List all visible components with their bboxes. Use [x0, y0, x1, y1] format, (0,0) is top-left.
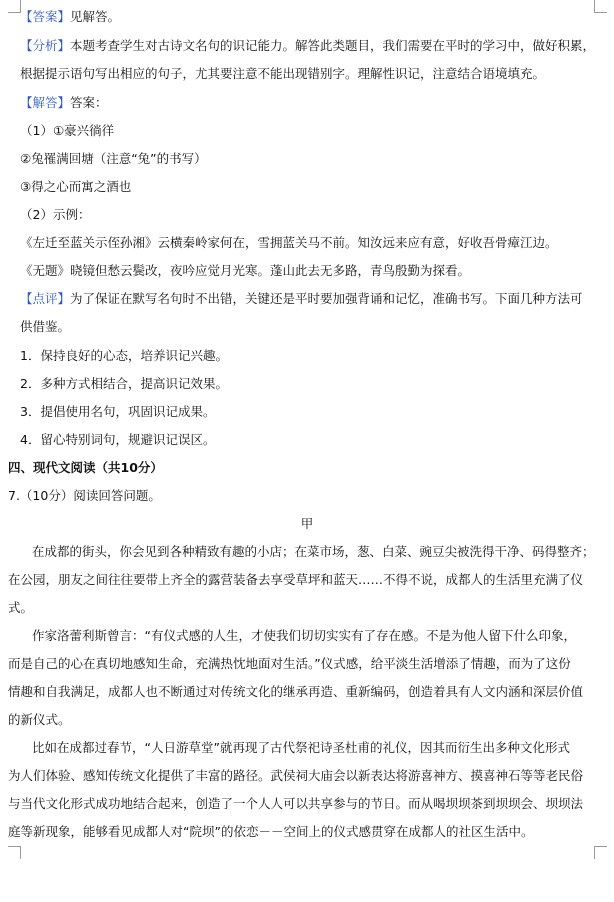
crop-mark-bottom-left: [8, 846, 21, 859]
paragraph-3-line-3: 与当代文化形式成功地结合起来，创造了一个人人可以共享参与的节日。而从喝坝坝茶到坝坝会、坝坝法: [8, 796, 584, 811]
analysis-tag: 【分析】: [20, 38, 71, 53]
answer-line: [20, 9, 595, 25]
comment-text-1: 为了保证在默写名句时不出错，关键还是平时要加强背诵和记忆，准确书写。下面几种方法可: [70, 291, 583, 306]
analysis-text-1: 本题考查学生对古诗文名句的识记能力。解答此类题目，我们需要在平时的学习中，做好积累，: [70, 38, 595, 53]
solution-line: [20, 95, 595, 111]
question-7: 7.（10分）阅读回答问题。: [8, 488, 161, 503]
answer-text: 见解答。: [70, 9, 121, 24]
comment-line-1: [20, 291, 595, 307]
passage-title: 甲: [300, 516, 314, 531]
analysis-line-1: [20, 38, 595, 54]
analysis-line-2: 根据提示语句写出相应的句子，尤其要注意不能出现错别字。理解性识记，注意结合语境填充。: [20, 66, 546, 81]
tip-item-2: 2．多种方式相结合，提高识记效果。: [20, 376, 228, 391]
paragraph-3-line-4: 庭等新现象，能够看见成都人对“院坝”的依恋－－空间上的仪式感贯穿在成都人的社区生活中。: [8, 824, 534, 839]
tip-item-4: 4．留心特别词句，规避识记误区。: [20, 432, 216, 447]
q1-answer-c: ③得之心而寓之酒也: [20, 179, 132, 194]
paragraph-2-line-4: 的新仪式。: [8, 712, 71, 727]
crop-mark-bottom-right: [594, 846, 607, 859]
q2-example-2: 《无题》晓镜但愁云鬓改，夜吟应觉月光寒。蓬山此去无多路，青鸟殷勤为探看。: [20, 263, 471, 278]
q1-answer-b: ②兔罹满回塘（注意“兔”的书写）: [20, 151, 207, 166]
comment-line-2: 供借鉴。: [20, 319, 71, 334]
tip-item-3: 3．提倡使用名句，巩固识记成果。: [20, 404, 216, 419]
q2-label: （2）示例：: [20, 207, 91, 222]
paragraph-2-line-1: 作家洛蕾利斯曾言：“有仪式感的人生，才使我们切切实实有了存在感。不是为他人留下什么印象，: [32, 628, 576, 643]
solution-tag: 【解答】: [20, 95, 71, 110]
paragraph-1-line-2: 在公园，朋友之间往往要带上齐全的露营装备去享受草坪和蓝天……不得不说，成都人的生活里充满了仪: [8, 572, 584, 587]
comment-tag: 【点评】: [20, 291, 71, 306]
q2-example-1: 《左迁至蓝关示侄孙湘》云横秦岭家何在，雪拥蓝关马不前。知汝远来应有意，好收吾骨瘴江边。: [20, 235, 558, 250]
q1-answer-a: （1）①豪兴徜徉: [20, 123, 115, 138]
crop-mark-top-right: [594, 0, 607, 13]
paragraph-1-line-3: 式。: [8, 600, 34, 615]
solution-text: 答案：: [70, 95, 108, 110]
tip-item-1: 1．保持良好的心态，培养识记兴趣。: [20, 348, 228, 363]
paragraph-2-line-2: 而是自己的心在真切地感知生命，充满热忱地面对生活。”仪式感，给平淡生活增添了情趣，而为了这份: [8, 656, 571, 671]
section-heading: 四、现代文阅读（共10分）: [8, 460, 163, 475]
paragraph-3-line-2: 为人们体验、感知传统文化提供了丰富的路径。武侯祠大庙会以新表达将游喜神方、摸喜神石等等老民俗: [8, 768, 584, 783]
answer-tag: 【答案】: [20, 9, 71, 24]
paragraph-1-line-1: 在成都的街头，你会见到各种精致有趣的小店；在菜市场，葱、白菜、豌豆尖被洗得干净、码得整齐；: [32, 544, 595, 559]
paragraph-2-line-3: 情趣和自我满足，成都人也不断通过对传统文化的继承再造、重新编码，创造着具有人文内涵和深层价值: [8, 684, 584, 699]
paragraph-3-line-1: 比如在成都过春节，“人日游草堂”就再现了古代祭祀诗圣杜甫的礼仪，因其而衍生出多种文化形式: [32, 740, 570, 755]
